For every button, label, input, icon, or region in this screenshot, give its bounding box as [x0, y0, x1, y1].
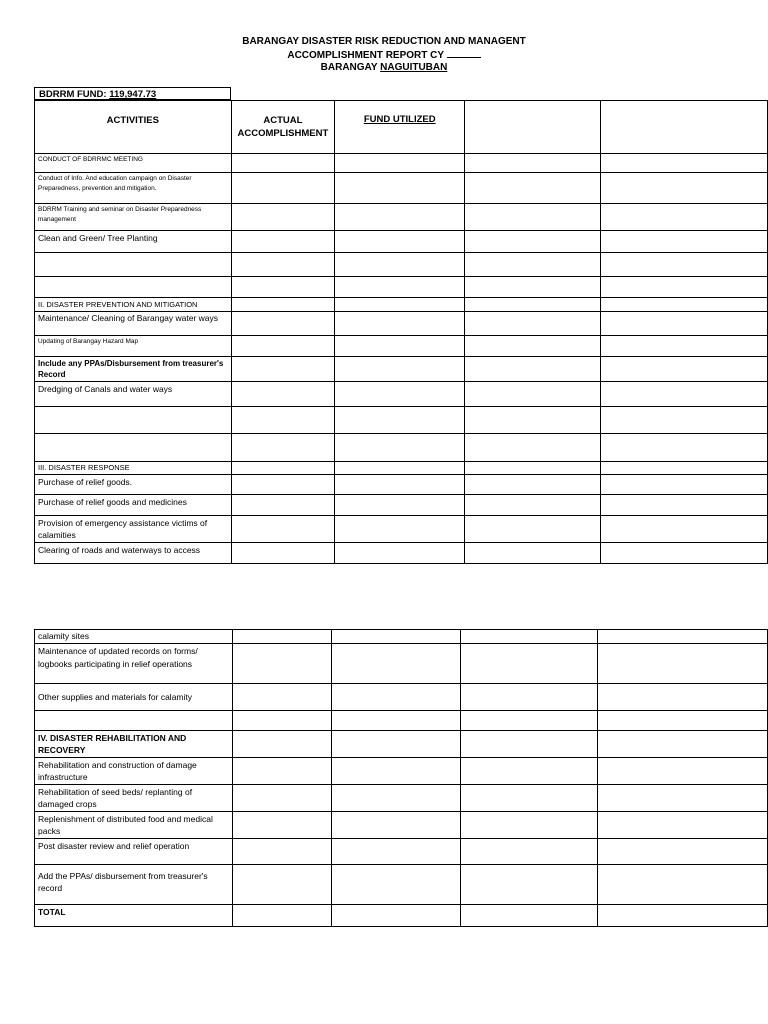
cell	[600, 357, 767, 382]
col-actual-accomplishment: ACTUAL ACCOMPLISHMENT	[231, 101, 335, 154]
cell	[331, 758, 460, 785]
table-row	[35, 812, 768, 839]
cell	[460, 644, 598, 684]
table-row	[35, 516, 768, 543]
cell	[231, 336, 335, 357]
barangay-prefix: BARANGAY	[320, 62, 378, 73]
table-row	[35, 336, 768, 357]
cell	[600, 382, 767, 407]
activity-cell: Maintenance of updated records on forms/ logbooks participating in relief operations	[35, 644, 233, 684]
cell	[465, 231, 601, 253]
barangay-name: NAGUITUBAN	[380, 62, 448, 73]
cell	[600, 336, 767, 357]
cell	[460, 684, 598, 711]
table-row-section	[35, 462, 768, 475]
cell	[331, 644, 460, 684]
activity-cell: Add the PPAs/ disbursement from treasurer's record	[35, 865, 233, 905]
cell	[233, 630, 332, 644]
cell	[231, 277, 335, 298]
cell	[598, 684, 768, 711]
cell	[465, 357, 601, 382]
cell	[465, 204, 601, 231]
cell	[465, 253, 601, 277]
cell	[600, 204, 767, 231]
cell	[600, 277, 767, 298]
fund-label: BDRRM FUND:	[39, 89, 107, 100]
cell	[598, 785, 768, 812]
cell	[335, 154, 465, 173]
cell	[600, 462, 767, 475]
cell	[331, 839, 460, 865]
cell	[460, 785, 598, 812]
cell	[465, 382, 601, 407]
activity-cell: Replenishment of distributed food and medical packs	[35, 812, 233, 839]
table-row	[35, 204, 768, 231]
cell	[460, 758, 598, 785]
cell	[465, 462, 601, 475]
cell	[465, 495, 601, 516]
table-row	[35, 434, 768, 462]
cell	[233, 711, 332, 731]
table-row-section	[35, 298, 768, 312]
table-row	[35, 543, 768, 564]
cell	[460, 812, 598, 839]
activity-cell: Clean and Green/ Tree Planting	[35, 231, 232, 253]
cell	[600, 543, 767, 564]
cell	[231, 434, 335, 462]
cell	[600, 312, 767, 336]
cell	[231, 357, 335, 382]
cell	[331, 865, 460, 905]
cell	[231, 516, 335, 543]
table-row	[35, 495, 768, 516]
table-row	[35, 173, 768, 204]
cell	[335, 434, 465, 462]
cell	[600, 154, 767, 173]
cell	[465, 475, 601, 495]
cell	[231, 253, 335, 277]
cell	[335, 475, 465, 495]
cell	[465, 154, 601, 173]
cell	[600, 516, 767, 543]
activity-cell: Post disaster review and relief operation	[35, 839, 233, 865]
activity-cell: Rehabilitation and construction of damage infrastructure	[35, 758, 233, 785]
activity-cell: BDRRM Training and seminar on Disaster Preparedness management	[35, 204, 232, 231]
cell	[231, 462, 335, 475]
cell	[331, 630, 460, 644]
cell	[233, 644, 332, 684]
col-fund-utilized	[335, 101, 465, 154]
cell	[460, 630, 598, 644]
cell	[331, 731, 460, 758]
fund-utilized-label: FUND UTILIZED	[363, 114, 436, 125]
cell	[335, 336, 465, 357]
activity-cell: Rehabilitation of seed beds/ replanting of damaged crops	[35, 785, 233, 812]
table-row	[35, 684, 768, 711]
cell	[600, 298, 767, 312]
year-blank	[447, 49, 481, 58]
table-row	[35, 407, 768, 434]
accomplishment-table-2	[34, 629, 768, 927]
cell	[233, 758, 332, 785]
activity-cell: CONDUCT OF BDRRMC MEETING	[35, 154, 232, 173]
fund-amount: 119,947.73	[109, 89, 157, 100]
cell	[598, 731, 768, 758]
table-row	[35, 231, 768, 253]
cell	[331, 812, 460, 839]
cell	[231, 543, 335, 564]
activity-cell: Updating of Barangay Hazard Map	[35, 336, 232, 357]
section-heading: IV. DISASTER REHABILITATION AND RECOVERY	[35, 731, 233, 758]
cell	[233, 785, 332, 812]
cell	[231, 475, 335, 495]
cell	[335, 204, 465, 231]
table-row	[35, 277, 768, 298]
report-subtitle-text: ACCOMPLISHMENT REPORT CY	[287, 50, 444, 61]
cell	[465, 298, 601, 312]
cell	[600, 434, 767, 462]
cell	[231, 298, 335, 312]
cell	[335, 495, 465, 516]
cell	[598, 905, 768, 927]
activity-cell: Dredging of Canals and water ways	[35, 382, 232, 407]
cell	[335, 253, 465, 277]
cell	[598, 644, 768, 684]
cell	[460, 711, 598, 731]
cell	[598, 630, 768, 644]
cell	[335, 298, 465, 312]
cell	[460, 839, 598, 865]
cell	[231, 154, 335, 173]
activity-cell: Maintenance/ Cleaning of Barangay water ways	[35, 312, 232, 336]
barangay-line	[0, 62, 768, 73]
cell	[598, 839, 768, 865]
cell	[600, 231, 767, 253]
cell	[231, 173, 335, 204]
table-row	[35, 839, 768, 865]
cell	[600, 495, 767, 516]
activity-cell	[35, 277, 232, 298]
table-row	[35, 644, 768, 684]
cell	[331, 684, 460, 711]
cell	[465, 516, 601, 543]
cell	[600, 173, 767, 204]
cell	[231, 495, 335, 516]
cell	[335, 231, 465, 253]
activity-cell: Other supplies and materials for calamity	[35, 684, 233, 711]
cell	[233, 865, 332, 905]
col-blank-5	[600, 101, 767, 154]
table-row	[35, 785, 768, 812]
cell	[465, 543, 601, 564]
cell	[598, 758, 768, 785]
cell	[231, 312, 335, 336]
cell	[231, 382, 335, 407]
cell	[335, 462, 465, 475]
activity-cell: Include any PPAs/Disbursement from treasurer's Record	[35, 357, 232, 382]
table-row-section	[35, 731, 768, 758]
cell	[465, 434, 601, 462]
cell	[460, 905, 598, 927]
activity-cell: Conduct of Info. And education campaign on Disaster Preparedness, prevention and mitigation.	[35, 173, 232, 204]
cell	[335, 173, 465, 204]
fund-box	[34, 87, 231, 100]
report-subtitle	[0, 49, 768, 61]
col-activities: ACTIVITIES	[35, 101, 232, 154]
table-row	[35, 382, 768, 407]
total-label: TOTAL	[35, 905, 233, 927]
cell	[231, 407, 335, 434]
section-heading: III. DISASTER RESPONSE	[35, 462, 232, 475]
cell	[465, 336, 601, 357]
table-row	[35, 154, 768, 173]
table-row	[35, 253, 768, 277]
cell	[598, 865, 768, 905]
cell	[231, 204, 335, 231]
table-row	[35, 312, 768, 336]
cell	[600, 253, 767, 277]
cell	[335, 382, 465, 407]
activity-cell: Clearing of roads and waterways to access	[35, 543, 232, 564]
cell	[465, 277, 601, 298]
cell	[233, 812, 332, 839]
activity-cell	[35, 407, 232, 434]
cell	[335, 543, 465, 564]
cell	[460, 731, 598, 758]
accomplishment-table-1	[34, 100, 768, 564]
cell	[335, 277, 465, 298]
cell	[600, 475, 767, 495]
cell	[335, 312, 465, 336]
cell	[600, 407, 767, 434]
cell	[233, 684, 332, 711]
activity-cell	[35, 253, 232, 277]
cell	[335, 516, 465, 543]
cell	[598, 812, 768, 839]
cell	[598, 711, 768, 731]
table-row-total	[35, 905, 768, 927]
cell	[465, 173, 601, 204]
cell	[231, 231, 335, 253]
cell	[331, 711, 460, 731]
table-row	[35, 475, 768, 495]
cell	[233, 839, 332, 865]
cell	[460, 865, 598, 905]
table-header-row	[35, 101, 768, 154]
activity-cell: Purchase of relief goods and medicines	[35, 495, 232, 516]
activity-cell: calamity sites	[35, 630, 233, 644]
cell	[331, 905, 460, 927]
activity-cell	[35, 711, 233, 731]
cell	[335, 357, 465, 382]
cell	[233, 905, 332, 927]
cell	[465, 407, 601, 434]
section-heading: II. DISASTER PREVENTION AND MITIGATION	[35, 298, 232, 312]
table-row	[35, 357, 768, 382]
activity-cell: Purchase of relief goods.	[35, 475, 232, 495]
cell	[465, 312, 601, 336]
table-row	[35, 865, 768, 905]
col-blank-4	[465, 101, 601, 154]
cell	[233, 731, 332, 758]
activity-cell	[35, 434, 232, 462]
report-title: BARANGAY DISASTER RISK REDUCTION AND MANAGENT	[242, 36, 526, 47]
table-row	[35, 711, 768, 731]
table-row	[35, 758, 768, 785]
activity-cell: Provision of emergency assistance victims of calamities	[35, 516, 232, 543]
table-row	[35, 630, 768, 644]
cell	[331, 785, 460, 812]
cell	[335, 407, 465, 434]
